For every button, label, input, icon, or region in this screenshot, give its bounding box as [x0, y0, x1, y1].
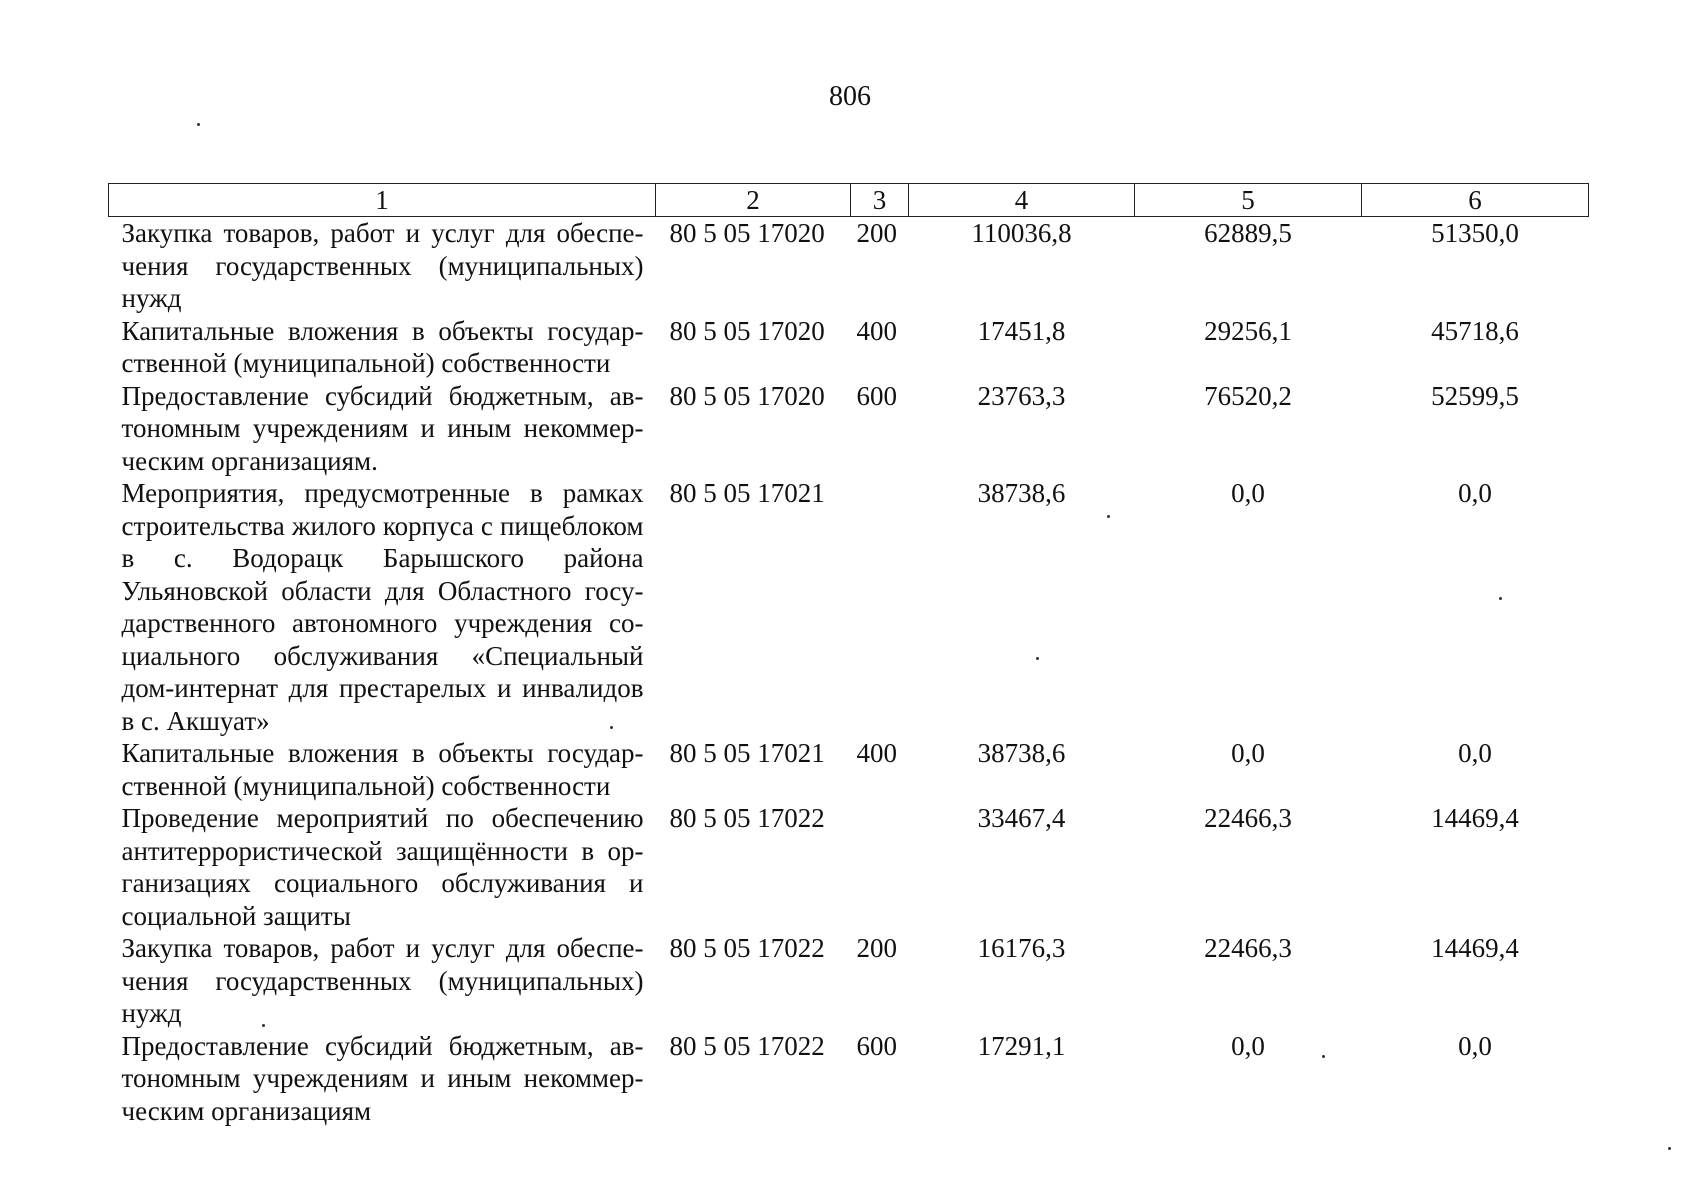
- row-kind: 400: [856, 738, 897, 768]
- header-row: [109, 184, 1589, 217]
- row-code: 80 5 05 17020: [669, 218, 825, 248]
- row-value-4: 33467,4: [977, 803, 1066, 833]
- table-row: [109, 477, 1589, 737]
- row-kind: [851, 477, 909, 737]
- row-description: Капитальные вложения в объекты государственной (муниципальной) собственности: [121, 315, 644, 378]
- row-value-5: 22466,3: [1204, 803, 1292, 833]
- row-code: 80 5 05 17021: [669, 478, 825, 508]
- row-kind: 200: [856, 933, 897, 963]
- row-value-6: 0,0: [1458, 738, 1492, 768]
- page-number: 806: [829, 81, 871, 112]
- row-description: Закупка товаров, работ и услуг для обеспечения государственных (муниципальных) нужд: [121, 933, 644, 1028]
- table-header: [109, 184, 1589, 217]
- row-value-4: 17451,8: [977, 315, 1066, 346]
- row-value-5: 0,0: [1231, 738, 1265, 768]
- row-code: 80 5 05 17020: [669, 380, 825, 411]
- row-code: 80 5 05 17022: [669, 933, 825, 963]
- row-code: 80 5 05 17022: [669, 1030, 825, 1061]
- row-kind: 600: [856, 1030, 897, 1061]
- row-description: Мероприятия, предусмотренные в рамках строительства жилого корпуса с пищеблоком в с. Водорацк Барышского района Ульяновской области для Областного государственного автономного учреждения социального обслуживания «Специальный дом-интернат для престарелых и инвалидов в с. Акшуат»: [121, 478, 644, 736]
- row-code: 80 5 05 17022: [669, 803, 825, 833]
- table-row: [109, 217, 1589, 315]
- header-col-3: 3: [851, 184, 909, 217]
- row-kind: [851, 802, 909, 932]
- row-value-5: 29256,1: [1204, 315, 1292, 346]
- row-kind: 200: [856, 218, 897, 248]
- row-value-6: 52599,5: [1431, 380, 1519, 411]
- row-kind: 600: [856, 380, 897, 411]
- scan-speck: [1668, 1147, 1671, 1150]
- table-body: [109, 217, 1589, 1128]
- table-row: [109, 932, 1589, 1030]
- table-row: [109, 380, 1589, 478]
- row-description: Закупка товаров, работ и услуг для обеспечения государственных (муниципальных) нужд: [121, 218, 644, 313]
- scan-speck: [197, 123, 200, 126]
- row-value-4: 110036,8: [971, 218, 1072, 248]
- table-row: [109, 315, 1589, 380]
- row-value-5: 0,0: [1231, 478, 1265, 508]
- row-value-6: 14469,4: [1431, 803, 1519, 833]
- row-code: 80 5 05 17020: [669, 315, 825, 346]
- row-value-5: 76520,2: [1204, 380, 1292, 411]
- table-row: [109, 802, 1589, 932]
- row-value-4: 23763,3: [977, 380, 1066, 411]
- header-col-2: 2: [656, 184, 851, 217]
- row-description: Капитальные вложения в объекты государственной (муниципальной) собственности: [121, 738, 644, 801]
- budget-table: [108, 183, 1589, 1127]
- row-description: Проведение мероприятий по обеспечению антитеррористической защищённости в организациях социального обслуживания и социальной защиты: [121, 803, 644, 931]
- row-code: 80 5 05 17021: [669, 738, 825, 768]
- row-description: Предоставление субсидий бюджетным, автономным учреждениям и иным некоммерческим организациям.: [121, 380, 644, 476]
- table-row: [109, 1030, 1589, 1128]
- header-col-1: 1: [109, 184, 656, 217]
- row-value-5: 62889,5: [1204, 218, 1292, 248]
- row-value-4: 38738,6: [977, 478, 1066, 508]
- row-value-6: 14469,4: [1431, 933, 1519, 963]
- header-col-6: 6: [1362, 184, 1589, 217]
- row-value-5: 0,0: [1231, 1030, 1265, 1061]
- row-value-4: 17291,1: [977, 1030, 1066, 1061]
- row-value-6: 51350,0: [1431, 218, 1519, 248]
- row-value-4: 38738,6: [977, 738, 1066, 768]
- row-value-4: 16176,3: [977, 933, 1066, 963]
- row-value-5: 22466,3: [1204, 933, 1292, 963]
- row-description: Предоставление субсидий бюджетным, автономным учреждениям и иным некоммерческим организациям: [121, 1030, 644, 1126]
- header-col-5: 5: [1135, 184, 1362, 217]
- row-value-6: 45718,6: [1431, 315, 1519, 346]
- table-row: [109, 737, 1589, 802]
- row-value-6: 0,0: [1458, 478, 1492, 508]
- row-value-6: 0,0: [1458, 1030, 1492, 1061]
- header-col-4: 4: [909, 184, 1135, 217]
- row-kind: 400: [856, 315, 897, 346]
